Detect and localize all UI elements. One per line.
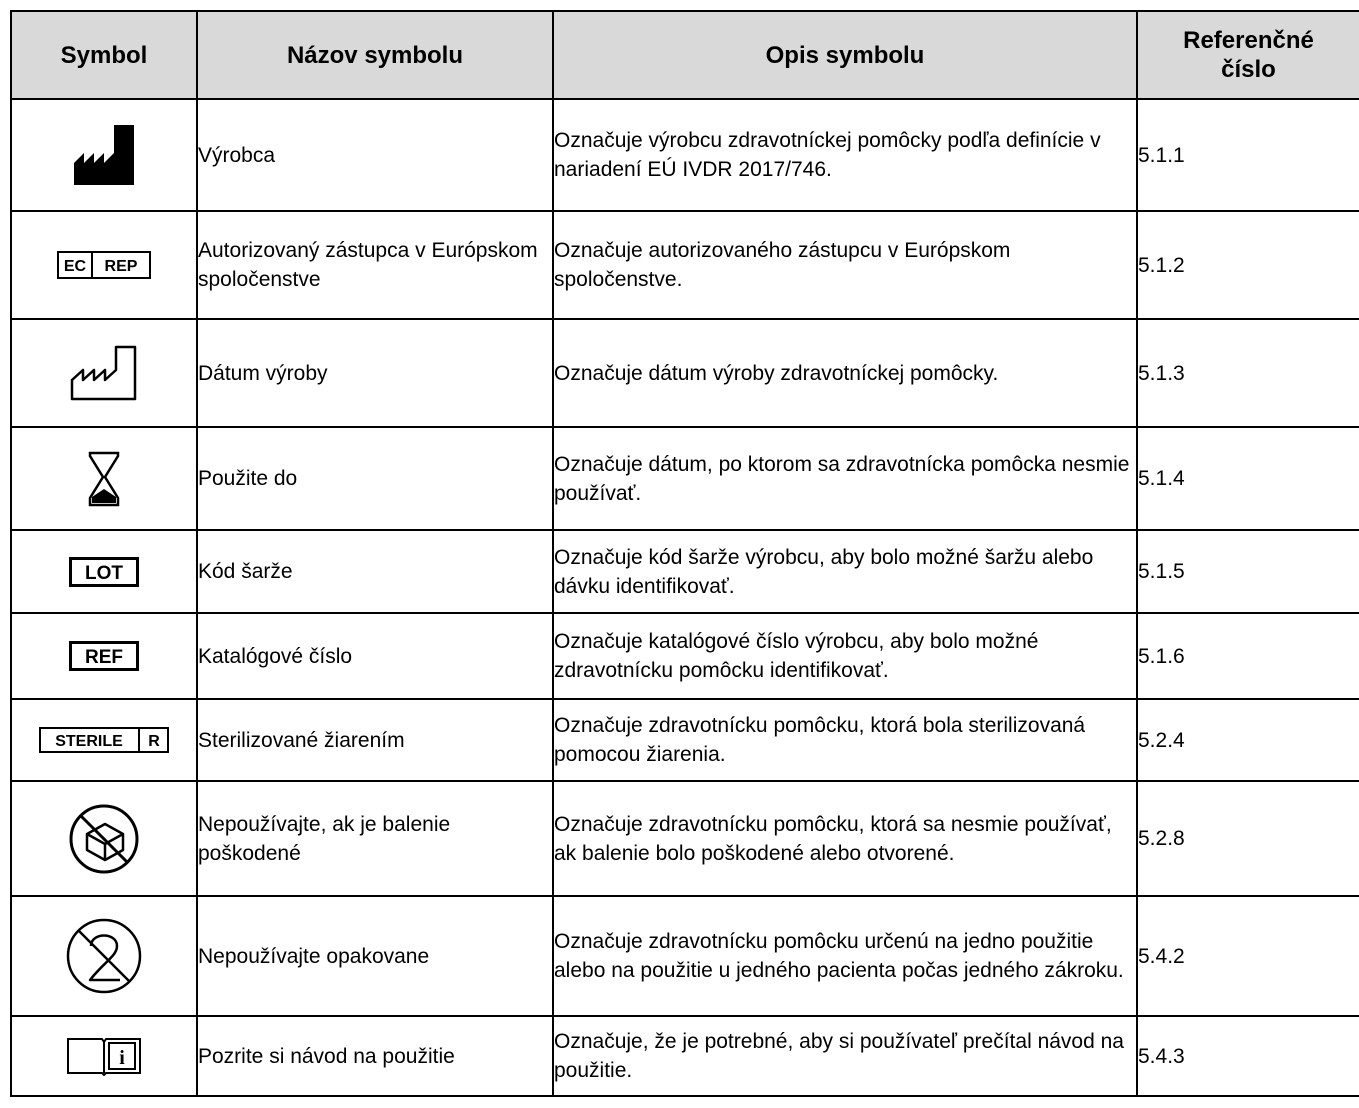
table-row bbox=[11, 781, 1359, 896]
row-name: Kód šarže bbox=[197, 530, 553, 613]
row-description: Označuje dátum, po ktorom sa zdravotnícka pomôcka nesmie používať. bbox=[553, 427, 1137, 530]
row-description: Označuje výrobcu zdravotníckej pomôcky podľa definície v nariadení EÚ IVDR 2017/746. bbox=[553, 99, 1137, 211]
row-description: Označuje zdravotnícku pomôcku, ktorá bola sterilizovaná pomocou žiarenia. bbox=[553, 699, 1137, 781]
svg-text:R: R bbox=[148, 733, 160, 750]
table-row bbox=[11, 319, 1359, 427]
ec-rep-icon bbox=[57, 251, 151, 279]
row-name: Použite do bbox=[197, 427, 553, 530]
svg-text:REF: REF bbox=[85, 647, 123, 668]
header-reference bbox=[1137, 11, 1359, 99]
do-not-reuse-icon bbox=[64, 916, 144, 996]
row-description: Označuje kód šarže výrobcu, aby bolo možné šaržu alebo dávku identifikovať. bbox=[553, 530, 1137, 613]
row-name: Autorizovaný zástupca v Európskom spoločenstve bbox=[197, 211, 553, 319]
table-row bbox=[11, 211, 1359, 319]
row-name: Nepoužívajte opakovane bbox=[197, 896, 553, 1016]
svg-text:EC: EC bbox=[63, 258, 87, 275]
row-reference: 5.4.2 bbox=[1137, 896, 1359, 1016]
row-name: Katalógové číslo bbox=[197, 613, 553, 699]
row-reference: 5.1.6 bbox=[1137, 613, 1359, 699]
table-row bbox=[11, 427, 1359, 530]
row-name: Nepoužívajte, ak je balenie poškodené bbox=[197, 781, 553, 896]
consult-instructions-icon bbox=[66, 1036, 142, 1076]
ref-icon bbox=[69, 641, 139, 671]
row-description: Označuje katalógové číslo výrobcu, aby bolo možné zdravotnícku pomôcku identifikovať. bbox=[553, 613, 1137, 699]
row-reference: 5.2.4 bbox=[1137, 699, 1359, 781]
row-name: Pozrite si návod na použitie bbox=[197, 1016, 553, 1096]
row-reference: 5.1.1 bbox=[1137, 99, 1359, 211]
table-row bbox=[11, 699, 1359, 781]
header-reference-text: Referenčné číslo bbox=[1183, 27, 1314, 83]
row-description: Označuje zdravotnícku pomôcku určenú na jedno použitie alebo na použitie u jedného pacienta počas jedného zákroku. bbox=[553, 896, 1137, 1016]
table-row bbox=[11, 530, 1359, 613]
row-reference: 5.1.3 bbox=[1137, 319, 1359, 427]
header-row bbox=[11, 11, 1359, 99]
lot-icon bbox=[69, 557, 139, 587]
table-row bbox=[11, 99, 1359, 211]
row-reference: 5.1.4 bbox=[1137, 427, 1359, 530]
table-row bbox=[11, 613, 1359, 699]
row-reference: 5.1.2 bbox=[1137, 211, 1359, 319]
do-not-use-if-damaged-icon bbox=[67, 802, 141, 876]
svg-text:REP: REP bbox=[104, 258, 138, 275]
row-reference: 5.2.8 bbox=[1137, 781, 1359, 896]
row-name: Dátum výroby bbox=[197, 319, 553, 427]
date-of-manufacture-icon bbox=[69, 344, 139, 402]
row-description: Označuje autorizovaného zástupcu v Európskom spoločenstve. bbox=[553, 211, 1137, 319]
header-description: Opis symbolu bbox=[553, 11, 1137, 99]
sterile-r-icon bbox=[39, 727, 169, 753]
table-row bbox=[11, 1016, 1359, 1096]
row-description: Označuje zdravotnícku pomôcku, ktorá sa nesmie používať, ak balenie bolo poškodené alebo otvorené. bbox=[553, 781, 1137, 896]
symbols-table bbox=[10, 10, 1359, 1097]
svg-text:i: i bbox=[119, 1047, 125, 1069]
header-symbol: Symbol bbox=[11, 11, 197, 99]
hourglass-icon bbox=[88, 451, 120, 507]
table-row bbox=[11, 896, 1359, 1016]
manufacturer-icon bbox=[72, 123, 136, 187]
svg-text:LOT: LOT bbox=[85, 562, 123, 584]
row-name: Sterilizované žiarením bbox=[197, 699, 553, 781]
row-name: Výrobca bbox=[197, 99, 553, 211]
row-reference: 5.4.3 bbox=[1137, 1016, 1359, 1096]
row-reference: 5.1.5 bbox=[1137, 530, 1359, 613]
header-name: Názov symbolu bbox=[197, 11, 553, 99]
svg-text:STERILE: STERILE bbox=[55, 733, 123, 750]
row-description: Označuje dátum výroby zdravotníckej pomôcky. bbox=[553, 319, 1137, 427]
row-description: Označuje, že je potrebné, aby si používateľ prečítal návod na použitie. bbox=[553, 1016, 1137, 1096]
